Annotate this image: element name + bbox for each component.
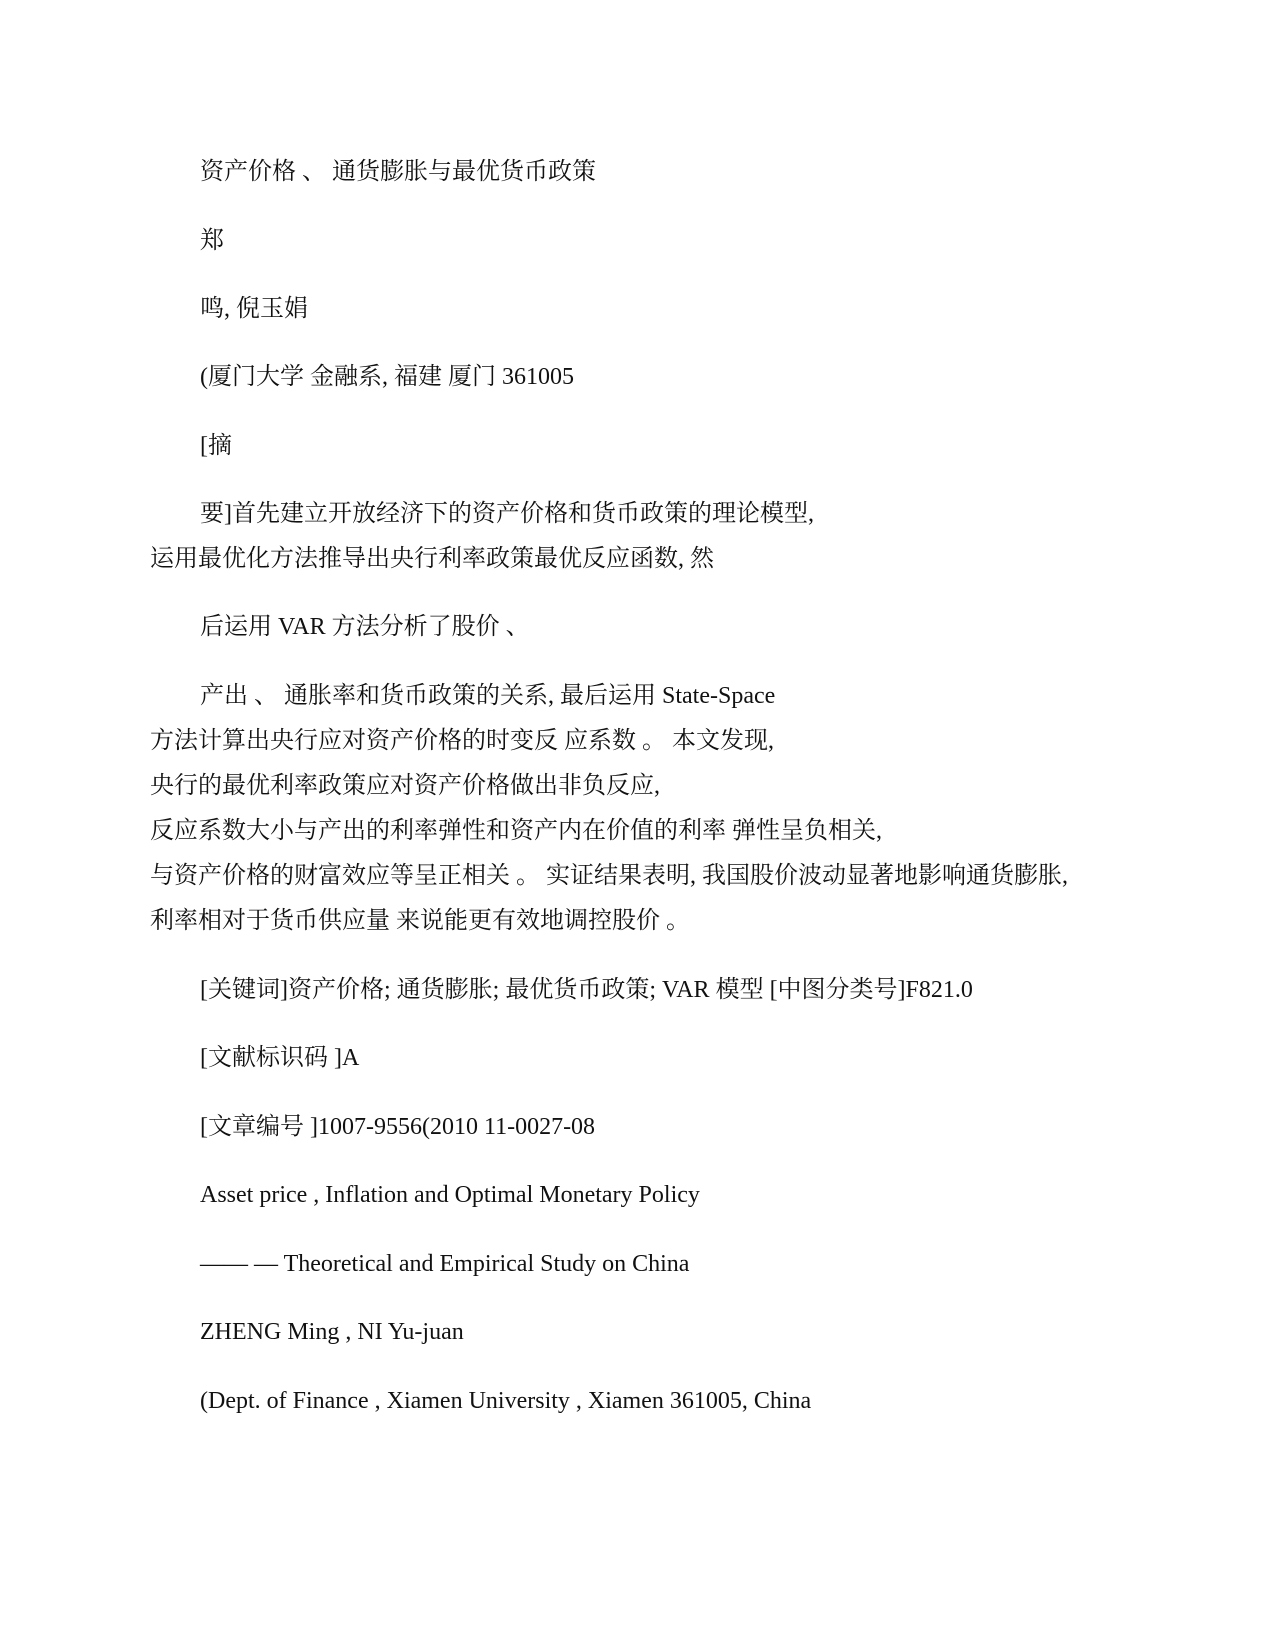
abstract-line: 要]首先建立开放经济下的资产价格和货币政策的理论模型, xyxy=(200,501,814,527)
article-number: [文章编号 ]1007-9556(2010 11-0027-08 xyxy=(200,1114,596,1140)
abstract-line: 央行的最优利率政策应对资产价格做出非负反应, xyxy=(150,773,660,799)
keywords-line: [关键词]资产价格; 通货膨胀; 最优货币政策; VAR 模型 [中图分类号]F821.0 xyxy=(200,977,973,1003)
subtitle-en: —— — Theoretical and Empirical Study on China xyxy=(200,1251,690,1277)
title-cn: 资产价格 、 通货膨胀与最优货币政策 xyxy=(200,159,596,185)
abstract-line: 利率相对于货币供应量 来说能更有效地调控股价 。 xyxy=(150,908,690,934)
title-en: Asset price , Inflation and Optimal Monetary Policy xyxy=(200,1182,700,1208)
author-cn-surname: 郑 xyxy=(200,228,224,254)
abstract-line: 后运用 VAR 方法分析了股价 、 xyxy=(200,614,530,640)
abstract-line: 产出 、 通胀率和货币政策的关系, 最后运用 State-Space xyxy=(200,683,776,709)
abstract-label: [摘 xyxy=(200,433,232,459)
abstract-line: 方法计算出央行应对资产价格的时变反 应系数 。 本文发现, xyxy=(150,728,774,754)
affiliation-cn: (厦门大学 金融系, 福建 厦门 361005 xyxy=(200,364,574,390)
abstract-line: 反应系数大小与产出的利率弹性和资产内在价值的利率 弹性呈负相关, xyxy=(150,818,882,844)
document-code: [文献标识码 ]A xyxy=(200,1045,360,1071)
abstract-line: 与资产价格的财富效应等呈正相关 。 实证结果表明, 我国股价波动显著地影响通货膨胀, xyxy=(150,863,1068,889)
affiliation-en: (Dept. of Finance , Xiamen University , Xiamen 361005, China xyxy=(200,1388,812,1414)
author-cn-names: 鸣, 倪玉娟 xyxy=(200,296,308,322)
abstract-line: 运用最优化方法推导出央行利率政策最优反应函数, 然 xyxy=(150,546,714,572)
authors-en: ZHENG Ming , NI Yu-juan xyxy=(200,1319,464,1345)
